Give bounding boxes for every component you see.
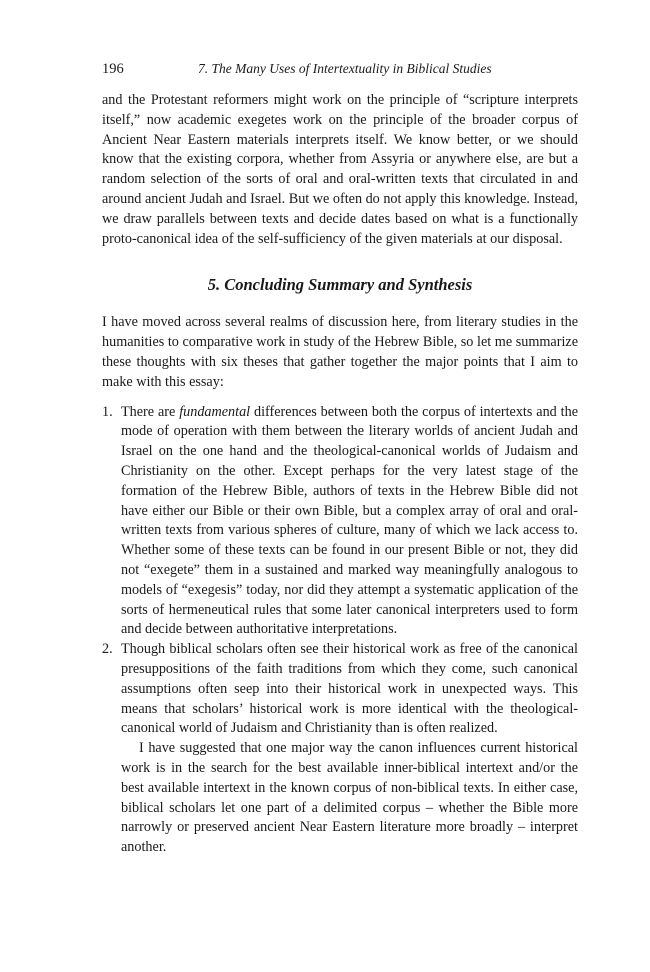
- thesis-number: 1.: [102, 403, 113, 420]
- thesis-item-1: [102, 403, 578, 641]
- running-title: 7. The Many Uses of Intertextuality in Biblical Studies: [198, 61, 492, 76]
- thesis-paragraph: Though biblical scholars often see their historical work as free of the canonical presuppositions of the faith traditions from which they come, such canonical assumptions often seep into their historical work in unexpected ways. This means that scholars’ historical work is more identical with the theological-canonical world of Judaism and Christianity than is often realized.: [121, 641, 578, 737]
- thesis-number: 2.: [102, 641, 113, 658]
- thesis-paragraph: [121, 403, 578, 641]
- thesis-continuation-paragraph: I have suggested that one major way the canon influences current historical work is in the search for the best available inner-biblical intertext and/or the best available intertext in the known corpus of non-biblical texts. In either case, biblical scholars let one part of a delimited corpus – whether the Bible more narrowly or preserved ancient Near Eastern literature more broadly – interpret another.: [121, 740, 578, 856]
- thesis-body: [121, 640, 578, 858]
- thesis-list: [102, 403, 578, 858]
- thesis-item-2: [102, 640, 578, 858]
- section-heading: 5. Concluding Summary and Synthesis: [207, 275, 473, 295]
- opening-paragraph: and the Protestant reformers might work on the principle of “scripture interprets itself,” now academic exegetes work on the principle of the broader corpus of Ancient Near Eastern materials interprets itself. We know better, or we should know that the existing corpora, whether from Assyria or anywhere else, are but a random selection of the sorts of oral and oral-written texts that circulated in and around ancient Judah and Israel. But we often do not apply this knowledge. Instead, we draw parallels between texts and decide dates based on what is a functionally proto-canonical idea of the self-sufficiency of the given materials at our disposal.: [102, 92, 578, 247]
- thesis-body: [121, 403, 578, 641]
- book-page: [102, 60, 578, 858]
- thesis-lead-text: There are: [121, 403, 180, 420]
- thesis-emphasis: fundamental: [179, 403, 251, 420]
- thesis-text: differences between both the corpus of intertexts and the mode of operation with them between the literary worlds of ancient Judah and Israel on the one hand and the theological-canonical worlds of Judaism and Christianity on the other. Except perhaps for the very latest stage of the formation of the Hebrew Bible, authors of texts in the Hebrew Bible did not have either our Bible or their own Bible, but a complex array of oral and oral-written texts from various spheres of culture, many of which we lack access to. Whether some of these texts can be found in our present Bible or not, they did not “exegete” them in a sustained and marked way meaningfully analogous to models of “exegesis” today, nor did they attempt a systematic application of the sorts of hermeneutical rules that some later canonical interpreters used to form and decide between authoritative interpretations.: [121, 403, 578, 638]
- page-number: 196: [102, 61, 124, 77]
- running-head: [102, 60, 578, 78]
- section-intro-paragraph: I have moved across several realms of discussion here, from literary studies in the humanities to comparative work in study of the Hebrew Bible, so let me summarize these thoughts with six theses that gather together the major points that I aim to make with this essay:: [102, 314, 578, 390]
